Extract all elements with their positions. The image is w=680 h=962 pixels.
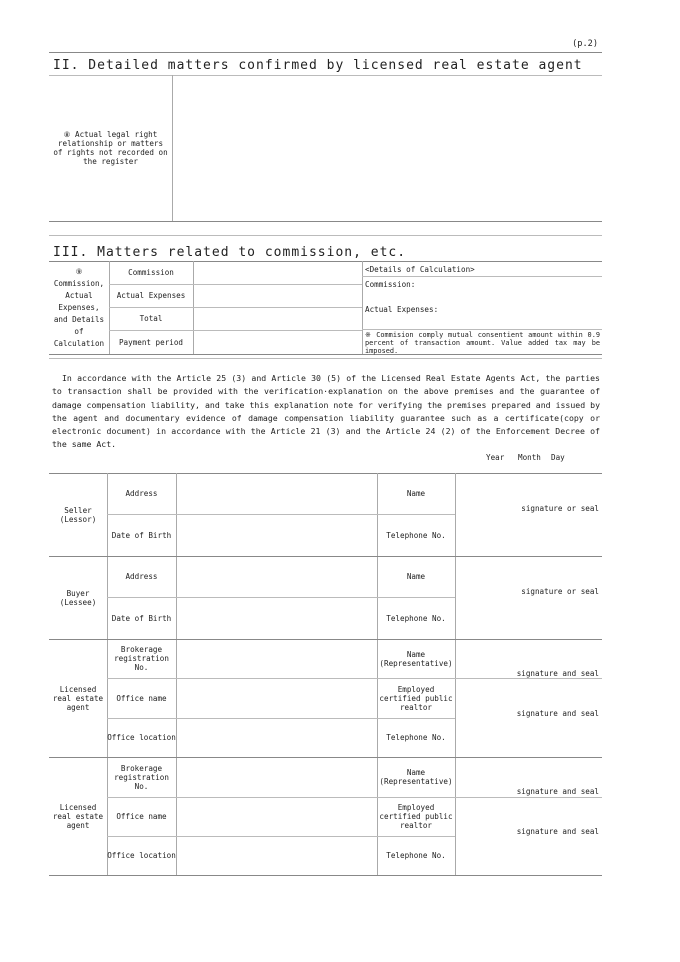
- date-year: Year: [486, 453, 505, 462]
- agent-2-office-label: Office name: [116, 812, 167, 821]
- total-field[interactable]: [194, 308, 361, 329]
- calculation-expenses: Actual Expenses:: [365, 305, 439, 314]
- agent-1-signature-2[interactable]: signature and seal: [516, 709, 599, 718]
- buyer-address-label: Address: [125, 572, 158, 581]
- buyer-signature[interactable]: signature or seal: [521, 587, 599, 596]
- buyer-label: Buyer (Lessee): [59, 588, 97, 607]
- divider: [49, 875, 602, 876]
- buyer-birth-field[interactable]: [177, 598, 376, 638]
- agent-2-location-label: Office location: [107, 851, 176, 860]
- seller-address-label: Address: [125, 489, 158, 498]
- item-8-value-area[interactable]: [173, 76, 601, 220]
- agent-1-signature-1[interactable]: signature and seal: [516, 669, 599, 678]
- agent-1-phone-label: Telephone No.: [386, 733, 446, 742]
- column-divider: [455, 473, 456, 875]
- buyer-birth-label: Date of Birth: [111, 613, 172, 623]
- agent-2-office-field[interactable]: [177, 798, 376, 835]
- total-label: Total: [139, 314, 163, 323]
- section-2-title: II. Detailed matters confirmed by licensed real estate agent: [53, 58, 583, 73]
- item-9-label: ⑨ Commission, Actual Expenses, and Details of Calculation: [53, 267, 105, 348]
- seller-address-field[interactable]: [177, 474, 376, 513]
- agent-2-employed-label: Employed certified public realtor: [379, 803, 453, 830]
- agent-2-location-field[interactable]: [177, 837, 376, 874]
- agent-2-phone-label: Telephone No.: [386, 851, 446, 860]
- row-divider: [362, 329, 602, 330]
- date-month: Month: [518, 453, 541, 462]
- calculation-title: <Details of Calculation>: [365, 265, 475, 274]
- column-divider: [362, 261, 363, 354]
- payment-period-field[interactable]: [194, 331, 361, 353]
- agent-1-registration-field[interactable]: [177, 640, 376, 677]
- calculation-note: ※ Commision comply mutual consentient amount within 0.9 percent of transaction amoumt. Value added tax may be imposed.: [365, 331, 600, 355]
- agent-1-label: Licensed real estate agent: [52, 684, 104, 712]
- seller-phone-label: Telephone No.: [386, 530, 446, 540]
- buyer-phone-label: Telephone No.: [386, 613, 446, 623]
- buyer-address-field[interactable]: [177, 557, 376, 596]
- divider: [49, 235, 602, 236]
- section-3-title: III. Matters related to commission, etc.: [53, 245, 407, 260]
- agent-2-signature-1[interactable]: signature and seal: [516, 787, 599, 796]
- agent-2-registration-label: Brokerage registration No.: [114, 763, 169, 791]
- agent-2-label: Licensed real estate agent: [52, 802, 104, 830]
- seller-label: Seller (Lessor): [59, 505, 97, 524]
- calculation-commission: Commission:: [365, 280, 416, 289]
- actual-expenses-label: Actual Expenses: [116, 291, 186, 300]
- divider: [49, 221, 602, 222]
- divider: [49, 358, 602, 359]
- agent-2-registration-field[interactable]: [177, 758, 376, 796]
- row-divider: [362, 276, 602, 277]
- agent-1-office-field[interactable]: [177, 679, 376, 717]
- payment-period-label: Payment period: [118, 337, 183, 347]
- seller-signature[interactable]: signature or seal: [521, 504, 599, 513]
- agent-1-employed-label: Employed certified public realtor: [379, 684, 453, 712]
- agent-1-location-field[interactable]: [177, 719, 376, 756]
- seller-birth-field[interactable]: [177, 515, 376, 555]
- agent-1-office-label: Office name: [116, 693, 167, 703]
- date-day: Day: [551, 453, 565, 462]
- seller-name-label: Name: [406, 489, 426, 498]
- commission-label: Commission: [128, 268, 174, 277]
- page-number: (p.2): [572, 39, 598, 49]
- agent-2-name-label: Name (Representative): [379, 768, 453, 786]
- seller-birth-label: Date of Birth: [111, 530, 172, 540]
- agent-1-name-label: Name (Representative): [379, 649, 453, 668]
- agent-2-signature-2[interactable]: signature and seal: [516, 827, 599, 836]
- commission-field[interactable]: [194, 262, 361, 283]
- actual-expenses-field[interactable]: [194, 285, 361, 306]
- buyer-name-label: Name: [406, 572, 426, 581]
- divider: [49, 52, 602, 53]
- item-8-label: ⑧ Actual legal right relationship or matters of rights not recorded on the register: [53, 130, 168, 166]
- agent-1-registration-label: Brokerage registration No.: [114, 645, 169, 672]
- declaration-text: In accordance with the Article 25 (3) and Article 30 (5) of the Licensed Real Estate Agents Act, the parties to transaction shall be provided with the verification·explanation on the above premises and the guarantee of damage compensation liability, and take this explanation note for verifying the premises prepared and issued by the agent and documentary evidence of damage compensation liability guarantee such as a certificate(copy or electronic document) in accordance with the Article 21 (3) and the Article 24 (2) of the Enforcement Decree of the same Act.: [52, 373, 600, 450]
- agent-1-location-label: Office location: [107, 733, 176, 742]
